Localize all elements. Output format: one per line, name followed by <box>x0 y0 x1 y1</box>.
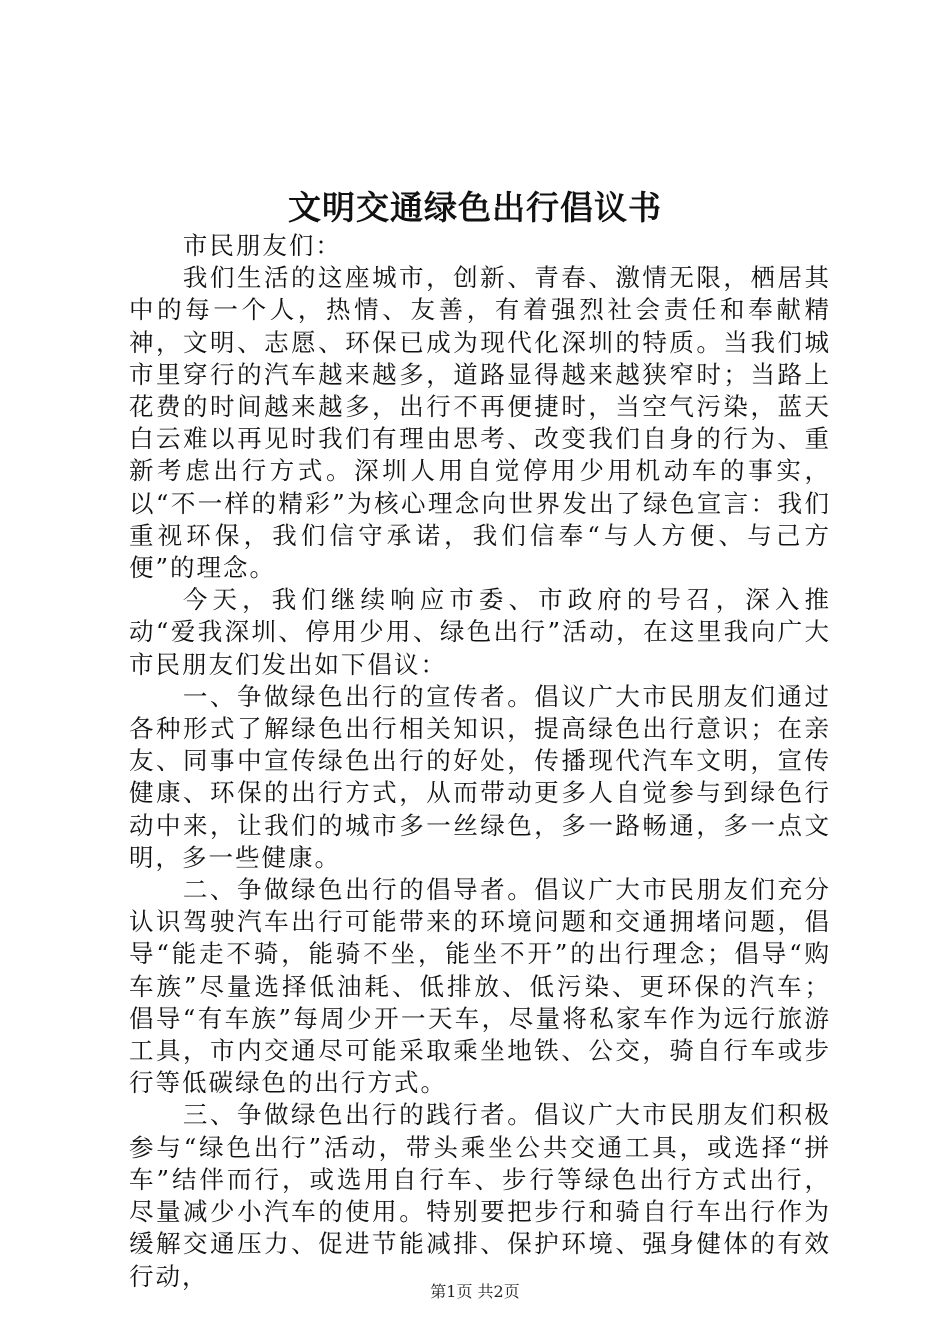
paragraph-call: 今天，我们继续响应市委、市政府的号召，深入推动“爱我深圳、停用少用、绿色出行”活动，在这里我向广大市民朋友们发出如下倡议： <box>129 585 831 679</box>
salutation: 市民朋友们： <box>182 231 342 260</box>
paragraph-proposal-2: 二、争做绿色出行的倡导者。倡议广大市民朋友们充分认识驾驶汽车出行可能带来的环境问题和交通拥堵问题，倡导“能走不骑，能骑不坐，能坐不开”的出行理念；倡导“购车族”尽量选择低油耗、低排放、低污染、更环保的汽车；倡导“有车族”每周少开一天车，尽量将私家车作为远行旅游工具，市内交通尽可能采取乘坐地铁、公交，骑自行车或步行等低碳绿色的出行方式。 <box>129 875 831 1098</box>
paragraph-proposal-1: 一、争做绿色出行的宣传者。倡议广大市民朋友们通过各种形式了解绿色出行相关知识，提高绿色出行意识；在亲友、同事中宣传绿色出行的好处，传播现代汽车文明，宣传健康、环保的出行方式，从而带动更多人自觉参与到绿色行动中来，让我们的城市多一丝绿色，多一路畅通，多一点文明，多一些健康。 <box>129 681 831 872</box>
document-title: 文明交通绿色出行倡议书 <box>288 188 662 227</box>
paragraph-proposal-3: 三、争做绿色出行的践行者。倡议广大市民朋友们积极参与“绿色出行”活动，带头乘坐公共交通工具，或选择“拼车”结伴而行，或选用自行车、步行等绿色出行方式出行，尽量减少小汽车的使用。特别要把步行和骑自行车出行作为缓解交通压力、促进节能减排、保护环境、强身健体的有效行动， <box>129 1100 831 1291</box>
document-body <box>129 230 831 1293</box>
paragraph-intro: 我们生活的这座城市，创新、青春、激情无限，栖居其中的每一个人，热情、友善，有着强烈社会责任和奉献精神，文明、志愿、环保已成为现代化深圳的特质。当我们城市里穿行的汽车越来越多，道路显得越来越狭窄时；当路上花费的时间越来越多，出行不再便捷时，当空气污染，蓝天白云难以再见时我们有理由思考、改变我们自身的行为、重新考虑出行方式。深圳人用自觉停用少用机动车的事实，以“不一样的精彩”为核心理念向世界发出了绿色宣言：我们重视环保，我们信守承诺，我们信奉“与人方便、与己方便”的理念。 <box>129 263 831 583</box>
page-footer: 第1页 共2页 <box>430 1282 520 1301</box>
